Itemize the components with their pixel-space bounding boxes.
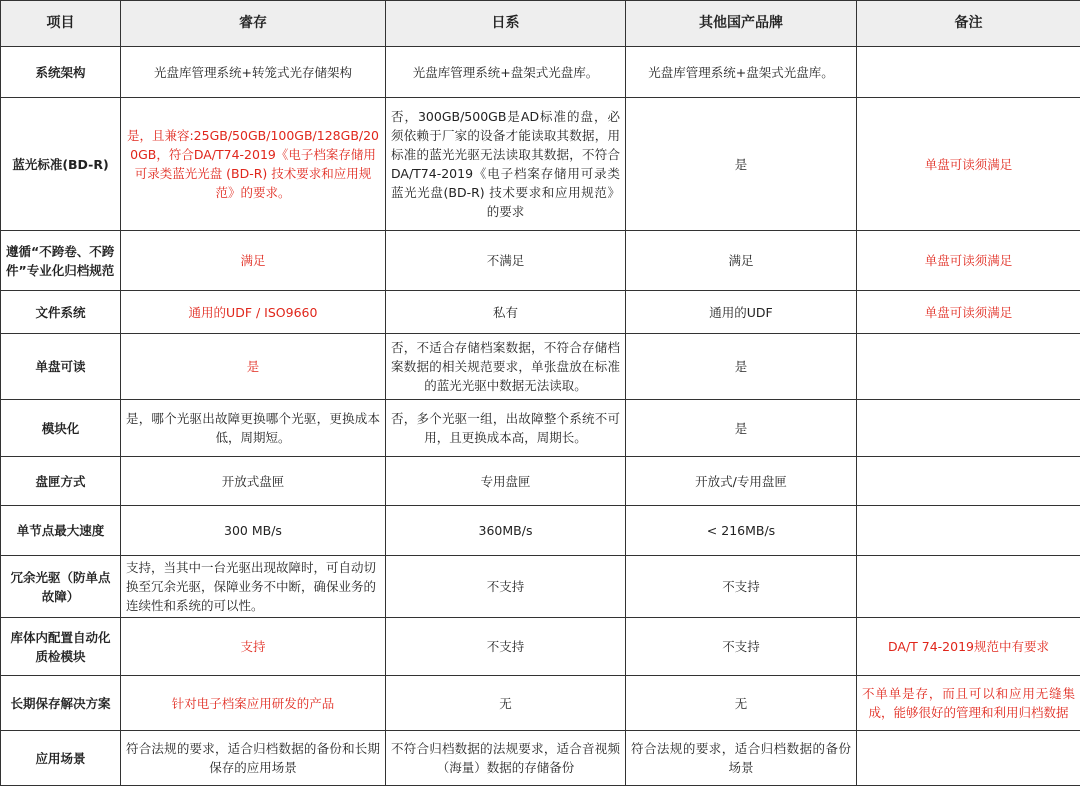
cell-domestic: 满足 <box>626 231 857 291</box>
cell-ruicun: 满足 <box>121 231 386 291</box>
cell-ruicun: 针对电子档案应用研发的产品 <box>121 676 386 731</box>
cell-domestic: 通用的UDF <box>626 291 857 334</box>
table-row <box>1 731 1080 786</box>
table-row <box>1 457 1080 506</box>
table-row <box>1 506 1080 556</box>
row-label: 蓝光标准(BD-R) <box>1 98 121 231</box>
table-row <box>1 334 1080 400</box>
cell-domestic: < 216MB/s <box>626 506 857 556</box>
cell-note <box>857 334 1080 400</box>
cell-ruicun: 是 <box>121 334 386 400</box>
cell-japan: 不满足 <box>386 231 626 291</box>
cell-japan: 360MB/s <box>386 506 626 556</box>
cell-japan: 不支持 <box>386 556 626 618</box>
cell-ruicun: 开放式盘匣 <box>121 457 386 506</box>
cell-domestic: 符合法规的要求，适合归档数据的备份场景 <box>626 731 857 786</box>
row-label: 盘匣方式 <box>1 457 121 506</box>
cell-domestic: 不支持 <box>626 556 857 618</box>
row-label: 冗余光驱（防单点故障） <box>1 556 121 618</box>
row-label: 文件系统 <box>1 291 121 334</box>
cell-note <box>857 47 1080 98</box>
header-row <box>1 1 1080 47</box>
table-row <box>1 291 1080 334</box>
header-item: 项目 <box>1 1 121 47</box>
cell-domestic: 是 <box>626 334 857 400</box>
cell-ruicun: 通用的UDF / ISO9660 <box>121 291 386 334</box>
row-label: 单节点最大速度 <box>1 506 121 556</box>
table-row <box>1 618 1080 676</box>
cell-ruicun: 是，且兼容:25GB/50GB/100GB/128GB/200GB，符合DA/T74-2019《电子档案存储用可录类蓝光光盘 (BD-R) 技术要求和应用规范》的要求。 <box>121 98 386 231</box>
cell-japan: 否，不适合存储档案数据，不符合存储档案数据的相关规范要求，单张盘放在标准的蓝光光驱中数据无法读取。 <box>386 334 626 400</box>
header-japan: 日系 <box>386 1 626 47</box>
cell-japan: 否，多个光驱一组，出故障整个系统不可用，且更换成本高，周期长。 <box>386 400 626 457</box>
cell-japan: 光盘库管理系统+盘架式光盘库。 <box>386 47 626 98</box>
cell-note <box>857 556 1080 618</box>
cell-japan: 不符合归档数据的法规要求，适合音视频（海量）数据的存储备份 <box>386 731 626 786</box>
cell-japan: 无 <box>386 676 626 731</box>
table-row <box>1 676 1080 731</box>
cell-ruicun: 300 MB/s <box>121 506 386 556</box>
cell-domestic: 开放式/专用盘匣 <box>626 457 857 506</box>
cell-japan: 否，300GB/500GB是AD标准的盘，必须依赖于厂家的设备才能读取其数据，用标准的蓝光光驱无法读取其数据，不符合DA/T74-2019《电子档案存储用可录类蓝光光盘(BD-R) 技术要求和应用规范》的要求 <box>386 98 626 231</box>
cell-ruicun: 支持，当其中一台光驱出现故障时，可自动切换至冗余光驱，保障业务不中断，确保业务的连续性和系统的可以性。 <box>121 556 386 618</box>
cell-ruicun: 是，哪个光驱出故障更换哪个光驱，更换成本低，周期短。 <box>121 400 386 457</box>
table-row <box>1 556 1080 618</box>
table-row <box>1 98 1080 231</box>
cell-ruicun: 支持 <box>121 618 386 676</box>
cell-note: 单盘可读须满足 <box>857 231 1080 291</box>
cell-note: 不单单是存，而且可以和应用无缝集成，能够很好的管理和利用归档数据 <box>857 676 1080 731</box>
cell-note <box>857 506 1080 556</box>
row-label: 模块化 <box>1 400 121 457</box>
cell-note <box>857 457 1080 506</box>
row-label: 长期保存解决方案 <box>1 676 121 731</box>
row-label: 库体内配置自动化质检模块 <box>1 618 121 676</box>
table-row <box>1 231 1080 291</box>
cell-note: DA/T 74-2019规范中有要求 <box>857 618 1080 676</box>
cell-domestic: 不支持 <box>626 618 857 676</box>
row-label: 应用场景 <box>1 731 121 786</box>
table-row <box>1 400 1080 457</box>
cell-note: 单盘可读须满足 <box>857 291 1080 334</box>
header-note: 备注 <box>857 1 1080 47</box>
cell-japan: 专用盘匣 <box>386 457 626 506</box>
cell-domestic: 是 <box>626 98 857 231</box>
row-label: 单盘可读 <box>1 334 121 400</box>
header-domestic: 其他国产品牌 <box>626 1 857 47</box>
cell-ruicun: 光盘库管理系统+转笼式光存储架构 <box>121 47 386 98</box>
cell-domestic: 是 <box>626 400 857 457</box>
cell-ruicun: 符合法规的要求，适合归档数据的备份和长期保存的应用场景 <box>121 731 386 786</box>
cell-domestic: 光盘库管理系统+盘架式光盘库。 <box>626 47 857 98</box>
cell-domestic: 无 <box>626 676 857 731</box>
cell-japan: 私有 <box>386 291 626 334</box>
cell-note <box>857 400 1080 457</box>
row-label: 遵循“不跨卷、不跨件”专业化归档规范 <box>1 231 121 291</box>
cell-note: 单盘可读须满足 <box>857 98 1080 231</box>
cell-japan: 不支持 <box>386 618 626 676</box>
header-ruicun: 睿存 <box>121 1 386 47</box>
table-row <box>1 47 1080 98</box>
row-label: 系统架构 <box>1 47 121 98</box>
cell-note <box>857 731 1080 786</box>
